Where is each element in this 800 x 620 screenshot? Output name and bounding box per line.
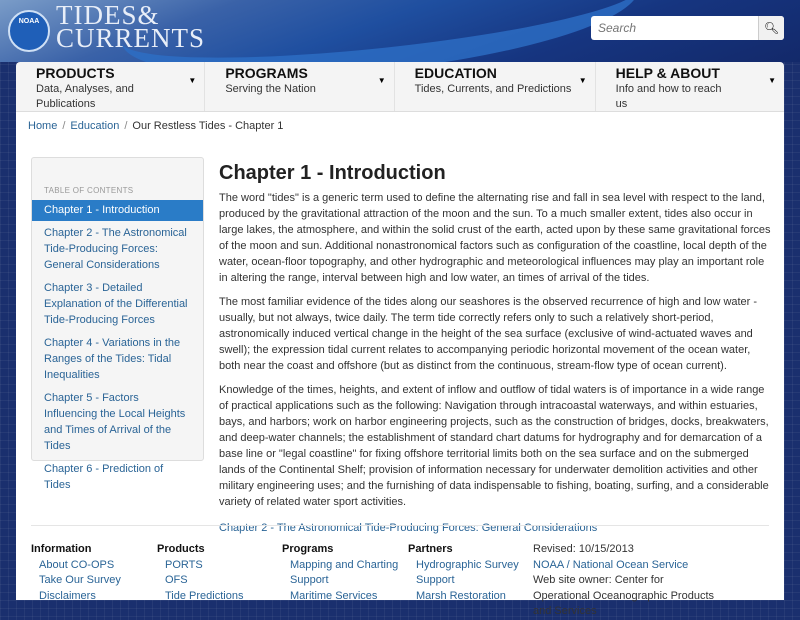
- footer-col-products: [157, 542, 277, 604]
- brand-line2: CURRENTS: [56, 23, 206, 53]
- nav-subtitle: Info and how to reach us: [615, 83, 722, 110]
- footer-link[interactable]: OFS: [165, 574, 188, 586]
- search-icon: 🔍︎: [763, 21, 780, 35]
- nav-title: HELP & ABOUT: [615, 65, 720, 81]
- search-button[interactable]: [758, 16, 784, 40]
- nav-title: EDUCATION: [414, 65, 497, 81]
- footer-link[interactable]: Disclaimers: [39, 589, 96, 602]
- nav-programs[interactable]: [205, 62, 394, 111]
- nav-subtitle: Data, Analyses, and Publications: [36, 83, 134, 110]
- main-panel: [16, 112, 784, 617]
- nav-education[interactable]: [395, 62, 596, 111]
- footer-link[interactable]: About CO-OPS: [39, 558, 115, 571]
- footer-link[interactable]: PORTS: [165, 558, 203, 571]
- site-owner: Web site owner: Center for Operational Oceanographic Products and Services: [533, 574, 714, 617]
- toc-item-chapter-4[interactable]: Chapter 4 - Variations in the Ranges of the Tides: Tidal Inequalities: [44, 337, 181, 381]
- breadcrumb-separator: /: [124, 120, 128, 132]
- next-chapter-link[interactable]: Chapter 2 - The Astronomical Tide-Producing Forces: General Considerations: [219, 522, 598, 534]
- table-of-contents: [31, 157, 204, 491]
- footer-link[interactable]: Maritime Services: [290, 589, 378, 602]
- toc-item-chapter-2[interactable]: Chapter 2 - The Astronomical Tide-Producing Forces: General Considerations: [44, 227, 187, 271]
- breadcrumb-education[interactable]: Education: [70, 120, 120, 132]
- footer-col-partners: [408, 542, 528, 604]
- caret-down-icon: ▼: [578, 76, 587, 85]
- noaa-logo[interactable]: [8, 10, 50, 52]
- footer-link[interactable]: Marsh Restoration: [416, 589, 506, 602]
- brand-line1: TIDES&: [56, 0, 160, 30]
- caret-down-icon: ▼: [377, 76, 386, 85]
- toc-item-chapter-5[interactable]: Chapter 5 - Factors Influencing the Local Heights and Times of Arrival of the Tides: [44, 392, 186, 452]
- footer-col-programs: [282, 542, 402, 604]
- main-nav: [16, 62, 784, 112]
- nav-title: PROGRAMS: [225, 65, 308, 81]
- footer-col-information: [31, 542, 151, 604]
- breadcrumb-home[interactable]: Home: [28, 120, 58, 132]
- paragraph: Knowledge of the times, heights, and extent of inflow and outflow of tidal waters is of importance in a wide range of practical applications such as the following: Navigation through intracoastal waterways, and within estuaries, bays, and harbors; work on harbor engineering projects, such as the construction of bridges, docks, breakwaters, and deep-water channels; the establishment of standard chart datums for hydrography and for demarcation of a base line or "legal coastline" for fixing offshore territorial limits both on the sea surface and on the submerged lands of the Continental Shelf; provision of information necessary for underwater demolition activities and other military engineering uses; and the furnishing of data indispensable to fishing, boating, surfing, and a considerable variety of related water sport activities.: [219, 384, 769, 508]
- logo-text: NOAA: [18, 18, 40, 25]
- breadcrumb-current: Our Restless Tides - Chapter 1: [132, 120, 284, 132]
- search-input[interactable]: [591, 16, 758, 40]
- nav-help-about[interactable]: [596, 62, 784, 111]
- footer-divider: [31, 525, 769, 526]
- nav-subtitle: Tides, Currents, and Predictions: [414, 83, 572, 95]
- article: [219, 162, 771, 536]
- nav-subtitle: Serving the Nation: [225, 83, 316, 95]
- caret-down-icon: ▼: [188, 76, 197, 85]
- revised-date: Revised: 10/15/2013: [533, 543, 634, 555]
- footer-info: [533, 542, 723, 620]
- breadcrumb-separator: /: [62, 120, 66, 132]
- breadcrumb: [28, 120, 283, 132]
- page-title: Chapter 1 - Introduction: [219, 162, 446, 184]
- footer-link[interactable]: Hydrographic Survey Support: [416, 558, 519, 586]
- search-form: [591, 16, 784, 40]
- toc-item-chapter-3[interactable]: Chapter 3 - Detailed Explanation of the Differential Tide-Producing Forces: [44, 282, 188, 326]
- paragraph: The word "tides" is a generic term used to define the alternating rise and fall in sea level with respect to the land, produced by the gravitational attraction of the moon and the sun. To a much smaller extent, tides also occur in large lakes, the atmosphere, and within the solid crust of the earth, acted upon by these same gravitational forces of the moon and sun. Additional nonastronomical factors such as configuration of the coastline, local depth of the water, ocean-floor topography, and other hydrographic and meteorological influences may play an important role in altering the range, interval between high and low water, an times of arrival of the tides.: [219, 192, 771, 284]
- footer-link[interactable]: Take Our Survey: [39, 574, 121, 586]
- toc-item-chapter-1[interactable]: Chapter 1 - Introduction: [32, 200, 203, 221]
- footer-heading: Products: [157, 543, 205, 555]
- nav-title: PRODUCTS: [36, 65, 115, 81]
- footer-link[interactable]: Mapping and Charting Support: [290, 558, 399, 586]
- footer-heading: Partners: [408, 543, 453, 555]
- footer-heading: Information: [31, 543, 92, 555]
- noaa-nos-link[interactable]: NOAA / National Ocean Service: [533, 558, 689, 571]
- footer-link[interactable]: Tide Predictions: [165, 589, 244, 602]
- site-header: [0, 0, 800, 62]
- caret-down-icon: ▼: [768, 76, 776, 85]
- tides-currents-brand[interactable]: [56, 0, 206, 53]
- footer-heading: Programs: [282, 543, 334, 555]
- toc-heading: TABLE OF CONTENTS: [44, 186, 134, 195]
- nav-products[interactable]: [16, 62, 205, 111]
- toc-item-chapter-6[interactable]: Chapter 6 - Prediction of Tides: [44, 463, 164, 491]
- paragraph: The most familiar evidence of the tides along our seashores is the observed recurrence of high and low water - usually, but not always, twice daily. The term tide correctly refers only to such a relatively short-period, astronomically induced vertical change in the height of the sea surface (exclusive of wind-actuated waves and swell); the expression tidal current relates to accompanying periodic horizontal movement of the ocean water, both near the coast and offshore (but as distinct from the continuous, stream-flow type of ocean current).: [219, 296, 758, 372]
